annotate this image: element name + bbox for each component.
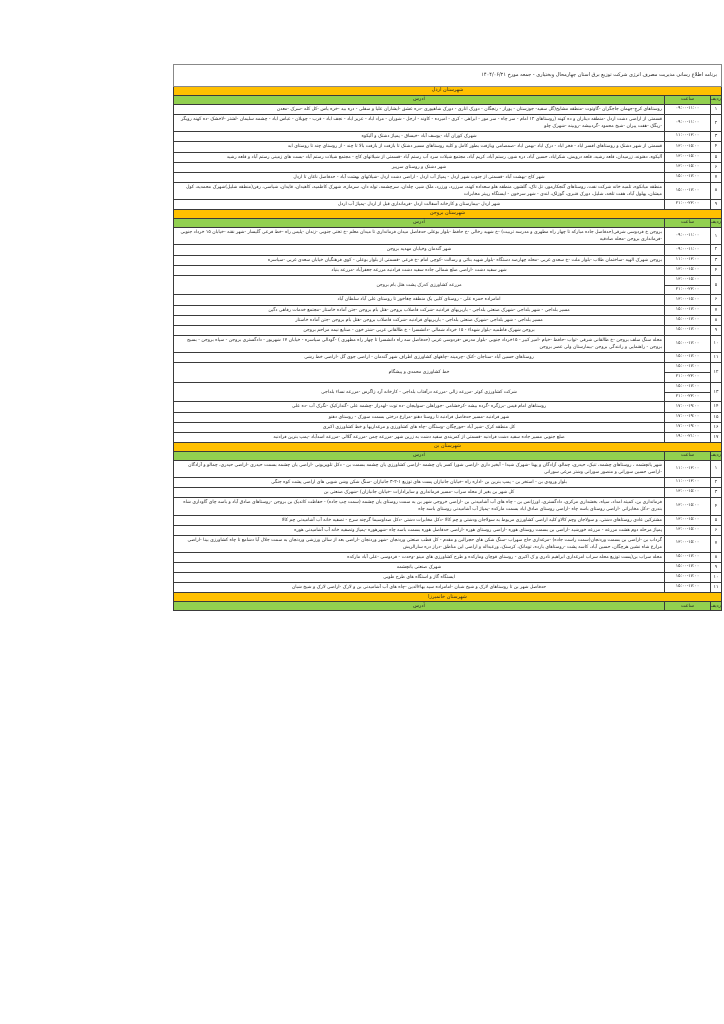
table-row xyxy=(174,498,722,515)
row-time: ۱۳:۰۰-۱۵:۰۰ xyxy=(665,142,711,152)
row-address: حدفاصل شهر بن تا روستاهای لارک و شیخ شبان -امامزاده سید بهاءالدین -چاه های آب آشامیدنی بن و لارک -اراضی لارک و شیخ شبان xyxy=(174,583,665,593)
county-header-row xyxy=(174,87,722,96)
row-address: مسیر بلداجی - شهر بلداجی -شهرک صنعتی بلداجی - باربریهای فرادنبه -شرکت فاضلاب بروجن -هتل بام بروجن -جتن آماده خاستار xyxy=(174,315,665,325)
table-row xyxy=(174,563,722,573)
row-index: ۱۱ xyxy=(711,353,722,363)
row-address: شرکت کشاورزی کوثر -مزرعه زالی -مزرعه درآفتاب بلداجی - کارخانه آرد زاگرس -مزرعه نساء بلداجی xyxy=(174,382,665,402)
table-row xyxy=(174,275,722,285)
row-address: امامزاده حمزه علی - روستای کلیی یک منطقه چغاخور تا روستای علی آباد سلطان آباد xyxy=(174,295,665,305)
row-index: ۹ xyxy=(711,325,722,335)
table-row xyxy=(174,152,722,162)
row-time: ۱۱:۰۰-۱۳:۰۰ xyxy=(665,255,711,265)
row-time: ۱۵:۰۰-۱۷:۰۰ xyxy=(665,563,711,573)
column-header-row xyxy=(174,602,722,611)
table-row xyxy=(174,182,722,199)
title-row xyxy=(174,65,722,87)
row-time: ۱۱:۰۰-۱۳:۰۰ xyxy=(665,460,711,477)
table-row xyxy=(174,515,722,525)
row-address: کل منطقه کرک -شیر آباد -حورچگان -وستگان -چاه های کشاورزی و مرغداریها و خط کشاورزی اکبری xyxy=(174,422,665,432)
row-time: ۲۱:۰۰-۲۳:۰۰ xyxy=(665,285,711,295)
row-address: شهرک کوران آباد -یوسف آباد -خیساق - پمپاژ دشتک و آلیکوه xyxy=(174,132,665,142)
row-address: فرمانداری بن، کمیته امداد، سپاه، بخشداری مرکزی، دادگستری، اورژانس بن - چاه های آب آشامیدنی بن -اراضی خروجی شهر بن به سمت روستای یان چشمه (سمت چپ جاده) - حفاظت کاتدیک بن بروجن -روستاهای صادق آباد و باسه چای گاوداری شاه بندری -دکل مخابراتی -اراضی روستای باسه چاه -اراضی روستای صادق اباد بسمت مارکده -پمپاژ آب آشامیدنی روستای باسه چاه xyxy=(174,498,665,515)
row-address: پمپاژ مرحله دوم هشت مزرعه - مزرعه خورشید -اراضی بن بسمت روستای هوره -اراضی روستای هوره -اراضی حدفاصل هوره بسمت باسه چاه -شهرهوره -پمپاژ وتصفیه خانه آب آشامیدنی هوره xyxy=(174,525,665,535)
row-index: ۸ xyxy=(711,553,722,563)
row-time: ۱۵:۰۰-۱۷:۰۰ xyxy=(665,353,711,363)
row-time: ۱۱:۰۰-۱۳:۰۰ xyxy=(665,132,711,142)
column-header-row xyxy=(174,219,722,228)
column-header-address: آدرس xyxy=(174,219,665,228)
row-time: ۱۵:۰۰-۱۷:۰۰ xyxy=(665,382,711,392)
row-time: ۰۹:۰۰-۱۱:۰۰ xyxy=(665,105,711,115)
table-row xyxy=(174,162,722,172)
row-time: ۱۷:۰۰-۱۹:۰۰ xyxy=(665,412,711,422)
row-time: ۰۹:۰۰-۱۱:۰۰ xyxy=(665,228,711,245)
row-index: ۱۳ xyxy=(711,382,722,402)
table-row xyxy=(174,115,722,132)
table-row xyxy=(174,245,722,255)
column-header-index: ردیف xyxy=(711,96,722,105)
table-row xyxy=(174,255,722,265)
row-index: ۷ xyxy=(711,172,722,182)
table-row xyxy=(174,535,722,552)
table-row xyxy=(174,295,722,305)
county-header-row xyxy=(174,210,722,219)
row-address: شهر اردل -بیمارستان و کارخانه آسفالت اردل -فرمانداری قبل از اردل -پمپاژ آب اردل xyxy=(174,200,665,210)
row-address: آلیکوه، دهنونه، زرمیدان، قلعه رشید، قلعه درویش، شکراباد، حسین آباد، دره شور، رستم آباد، کریم آباد، مجتمع شیلات سرد آب رستم آباد -قسمتی از شیلاتهای کاج - مجتمع شیلات رستم آباد -بست های زمینی رستم آباد و قلعه رشید xyxy=(174,152,665,162)
row-time: ۱۳:۰۰-۱۵:۰۰ xyxy=(665,535,711,552)
table-row xyxy=(174,305,722,315)
row-address: شهر دشتک و روستای سرپیر xyxy=(174,162,665,172)
row-address: منطقه میانکوه، تلمبه خانه شرکت نفت، روستاهای گنجکارمور، تل تاک، گلشور، منطقه هلو سعداده کهنه، سرزرد، ورزرد، ملک شیر، چلدان، سرچشمه، توله دان، سرمازه، شهرک کاظمیه، کاهیدان، قایدان، شیاسی، رفن(منطقه شلیل)شهرک محمدیه، کول میشان، پهلول آباد، هفت تلخه، شلیل، دورک قنبری، گوزلک، لندی - شهر سرخون - ایستگاه رپیتر مخابرات xyxy=(174,182,665,199)
row-index: ۱ xyxy=(711,460,722,477)
row-index: ۵ xyxy=(711,275,722,295)
row-address: ضلع جنوبی مسیر جاده سفید دشت فرادنبه -قسمتی از کمربندی سفید دشت به زرین شهر -مزرعه چمن -مزرعه گلالی -مزرعه اسدآباد -پمپ بنزین فرادنبه xyxy=(174,432,665,442)
row-index: ۱ xyxy=(711,228,722,245)
county-name: شهرستان بروجن xyxy=(174,210,722,219)
outage-schedule-table xyxy=(173,64,722,611)
row-time: ۱۵:۰۰-۱۷:۰۰ xyxy=(665,363,711,373)
column-header-time: ساعت xyxy=(665,219,711,228)
row-index: ۴ xyxy=(711,498,722,515)
row-address: مسیر بلداجی - شهر بلداجی -شهرک صنعتی بلداجی - باربریهای فرادنبه -شرکت فاضلاب بروجن -هتل بام بروجن -جتن آماده خاستار -مجتمع خدمات رفاهی دگین xyxy=(174,305,665,315)
row-index: ۶ xyxy=(711,295,722,305)
row-address: روستاهای حسین آباد -سناجان -کتک -چرمینه -چاههای کشاورزی اطراف شهر گندمان - اراضی جوی گل -اراضی خط رشی xyxy=(174,353,665,363)
row-time: ۱۷:۰۰-۱۹:۰۰ xyxy=(665,422,711,432)
row-index: ۵ xyxy=(711,515,722,525)
row-index: ۵ xyxy=(711,152,722,162)
row-index: ۳ xyxy=(711,255,722,265)
column-header-address: آدرس xyxy=(174,451,665,460)
column-header-index: ردیف xyxy=(711,219,722,228)
table-row xyxy=(174,382,722,392)
row-time: ۲۱:۰۰-۲۳:۰۰ xyxy=(665,200,711,210)
row-time: ۰۹:۰۰-۱۱:۰۰ xyxy=(665,245,711,255)
county-header-row xyxy=(174,593,722,602)
row-time: ۱۳:۰۰-۱۵:۰۰ xyxy=(665,162,711,172)
row-time: ۱۵:۰۰-۱۷:۰۰ xyxy=(665,305,711,315)
row-index: ۶ xyxy=(711,525,722,535)
column-header-address: آدرس xyxy=(174,96,665,105)
row-time: ۲۱:۰۰-۲۳:۰۰ xyxy=(665,392,711,402)
row-index: ۴ xyxy=(711,142,722,152)
row-time: ۱۱:۰۰-۱۳:۰۰ xyxy=(665,478,711,488)
row-index: ۱۲ xyxy=(711,363,722,383)
row-time: ۱۳:۰۰-۱۵:۰۰ xyxy=(665,152,711,162)
row-address: قسمتی از شهر دشتک و روستاهای افسر اباد - فخر اباد - درک اباد -بهمن اباد -صمصامی وبازفت بطور کامل و کلیه روستاهای مسیر دشتک تا بازفت از بازفت بالا تا چند - از روستای چند تا روستای ابد xyxy=(174,142,665,152)
row-time: ۱۵:۰۰-۱۷:۰۰ xyxy=(665,553,711,563)
table-row xyxy=(174,573,722,583)
table-row xyxy=(174,142,722,152)
row-index: ۷ xyxy=(711,535,722,552)
county-header-row xyxy=(174,442,722,451)
row-time: ۱۳:۰۰-۱۵:۰۰ xyxy=(665,498,711,515)
row-time: ۱۵:۰۰-۱۷:۰۰ xyxy=(665,573,711,583)
row-index: ۲ xyxy=(711,478,722,488)
column-header-address: آدرس xyxy=(174,602,665,611)
table-row xyxy=(174,325,722,335)
row-address: گرداب بن -اراضی بن بسمت وردنجان(سمت راست جاده) -مرغداری حاج سهراب -سنگ شکن های حجرالبن و مقدم - کل قطب صنعتی وردنجان -شهر وردنجان -اراضی بعد از سالن ورزشی وردنجان به سمت جلال آبا دشامع تا چاه کشاورزی بینا -اراضی مزارع شاه نشین هرچگان، حسین آباد، کاسه پشت -روستاهای بارده، تومانک، کرسنک، ورعبداله و اراضی این مناطق -دراز دره سارالریش xyxy=(174,535,665,552)
row-address: بروجن شهرک الهیه -ساختمان طلاب -بلوار ملت -خ سعدی غربی -محله چهارصد دستگاه -بلوار شهید بنائی و رسالت -کوچی امام -خ فرعی -قسمتی از بلوار بوعلی - کوی فرهنگیان خیابان سعدی غربی -سیاسره xyxy=(174,255,665,265)
row-time: ۱۷:۰۰-۱۹:۰۰ xyxy=(665,402,711,412)
row-address: ایستگاه گاز و استگاه های طرح طوبی xyxy=(174,573,665,583)
table-row xyxy=(174,353,722,363)
row-time: ۱۵:۰۰-۱۷:۰۰ xyxy=(665,172,711,182)
row-address: خط کشاورزی محمدی و پیشگام xyxy=(174,363,665,383)
row-address: محله سراب بن(پست توزیع محله سراب امرغداری ابراهیم نادری و ک اکبری - روستای قوچان ومارکده و طرح کشاورزی های مینو -وحدت - فردوسی -علی آباد مارکده xyxy=(174,553,665,563)
row-time: ۱۳:۰۰-۱۵:۰۰ xyxy=(665,275,711,285)
table-row xyxy=(174,172,722,182)
table-row xyxy=(174,315,722,325)
row-time: ۱۵:۰۰-۱۷:۰۰ xyxy=(665,182,711,199)
row-address: روستاهای کرچ-جهمان جاجگران -گاوتوت -منطقه مشایخ(گل سفید- جوزستان - پوراز - رنجگان - دورک اناری - دورک شاهپوری -دره عشق -ایشاران علیا و سفلی - دره بید -خره یاس -کل کله -سرک -معدن xyxy=(174,105,665,115)
column-header-index: ردیف xyxy=(711,602,722,611)
row-index: ۱۶ xyxy=(711,422,722,432)
row-address: محله سنگ سلف بروجن -خ طالقانی شرقی -ثواب -حافظ -خیام -امیر کبیر - ۱۵خرداد جنوبی -بلوار مدرس -فردوسی غربی (حدفاصل سه راه دانشسرا تا چهار راه مطهری ) -گودالی سیاسره - خیابان ۱۷ شهریور - دادگستری بروجن - سپاه بروجن - بسیج بروجن - راهنمایی و رانندگی بروجن -بیمارستان ولی عصر بروجن xyxy=(174,335,665,352)
column-header-row xyxy=(174,451,722,460)
column-header-row xyxy=(174,96,722,105)
table-row xyxy=(174,583,722,593)
row-index: ۱۰ xyxy=(711,573,722,583)
row-index: ۲ xyxy=(711,245,722,255)
county-name: شهرستان خانمیرزا xyxy=(174,593,722,602)
row-address: مشترکین عادی روستاهای دشتی، و سولاجان وچم کالاو کلیه اراضی کشاورزی مربوط به سولاجان ودشتی و چم کالا -دکل مخابرات دشتی -دکل صداوسیما گرچنه سرخ - تصفیه خانه آب آشامیدنی چم کالا xyxy=(174,515,665,525)
table-row xyxy=(174,265,722,275)
row-index: ۷ xyxy=(711,305,722,315)
row-time: ۱۵:۰۰-۱۷:۰۰ xyxy=(665,335,711,352)
row-address: مزرعه کشاورزی کدرک پشت هتل بام بروجن xyxy=(174,275,665,295)
row-index: ۱۷ xyxy=(711,432,722,442)
row-address: شهرک صنعتی یانچشمه xyxy=(174,563,665,573)
row-time: ۱۳:۰۰-۱۵:۰۰ xyxy=(665,515,711,525)
column-header-time: ساعت xyxy=(665,96,711,105)
row-time: ۲۱:۰۰-۲۳:۰۰ xyxy=(665,373,711,383)
table-row xyxy=(174,422,722,432)
column-header-time: ساعت xyxy=(665,602,711,611)
row-index: ۴ xyxy=(711,265,722,275)
row-address: شهر یانچشمه ، روستاهای چشمه، تنبک، حیدری، چمالو، آزادگان و پهنا -شهرک شیدا - آبخیز داری -اراضی شورا کسر یان چشمه -اراضی کشاورزی یان چشمه بسمت بن - دکل تلویزیونی -اراضی یان چشمه بسمت حیدری -اراضی حیدری، چمالو و آزادگان -اراضی حسین سورانی و منصور سورانی وشتر مرغی سورانی xyxy=(174,460,665,477)
row-address: روستاهای امام قیس -برزگره -گرده بیشه -کرخشامی -جوراهلن -سولیجان -ده توت -لهدراز -چشمه علی -گندارکیک -نگرک آب -ده علی xyxy=(174,402,665,412)
column-header-index: ردیف xyxy=(711,451,722,460)
row-index: ۱۵ xyxy=(711,412,722,422)
row-address: بلوار ورودی بن - استخر بن - پمپ بنزین بن -اداره راه -خیابان جانبازان پست های توزیع ۱-۲-۳ جانبازان -سنگ شکن وشن شویی های اراضی پشت کوه جنگی xyxy=(174,478,665,488)
row-index: ۳ xyxy=(711,132,722,142)
row-time: ۱۳:۰۰-۱۵:۰۰ xyxy=(665,525,711,535)
column-header-time: ساعت xyxy=(665,451,711,460)
table-row xyxy=(174,488,722,498)
table-row xyxy=(174,525,722,535)
row-address: کل شهر بن بغیر از محله سراب -مسیر فرمانداری و سایرادارات -خیابان جانبازان) -شهرک صنعتی بن xyxy=(174,488,665,498)
row-address: شهر فرادنبه -مسیر حدفاصل فرادنبه تا روستا دهنو -مزارع درختی بسمت سورک - روستای دهنو xyxy=(174,412,665,422)
row-address: شهر کاج -بهشت آباد -قسمتی از جنوب شهر اردل - پمپاژ آب اردل - اراضی دشت اردل -شیلاتهای بهشت آباد - حدفاصل ناغان تا اردل xyxy=(174,172,665,182)
row-index: ۹ xyxy=(711,563,722,573)
table-row xyxy=(174,132,722,142)
table-row xyxy=(174,335,722,352)
county-name: شهرستان بن xyxy=(174,442,722,451)
row-address: شهر سفید دشت -اراضی ضلع شمالی جاده سفید دشت فرادنبه مزرعه جعفرآباد -مزرعه بنیاد xyxy=(174,265,665,275)
county-name: شهرستان اردل xyxy=(174,87,722,96)
table-row xyxy=(174,412,722,422)
row-index: ۶ xyxy=(711,162,722,172)
row-address: شهر گندمان وخیابان مهدیه بروجن xyxy=(174,245,665,255)
row-address: بروجن خ فردوسی شرقی(حدفاصل جاده مبارکه تا چهار راه مطهری و مدرسه تربیت) -خ شهید رخالی -خ حافظ -بلوار بوعلی حدفاصل میدان فرمانداری تا میدان معلم -خ تختی جنوبی -زندان -پلیس راه -خط فرعی گلیسار -شهر نقنه -خیابان ۱۵ خرداد جنوبی -فرمانداری بروجن -محله صادقیه xyxy=(174,228,665,245)
row-index: ۸ xyxy=(711,315,722,325)
row-address: بروجن شهرک فاطمیه -بلوار شهداء - ۱۵ خرداد شمالی -دانشسرا - خ طالقانی غربی -شتر خون - صنایع نیمه مزاحم بروجن xyxy=(174,325,665,335)
table-row xyxy=(174,432,722,442)
table-row xyxy=(174,402,722,412)
table-row xyxy=(174,228,722,245)
row-index: ۱۰ xyxy=(711,335,722,352)
row-index: ۱۴ xyxy=(711,402,722,412)
row-time: ۱۵:۰۰-۱۷:۰۰ xyxy=(665,315,711,325)
row-time: ۱۳:۰۰-۱۵:۰۰ xyxy=(665,295,711,305)
row-address: قسمتی از اراضی دشت اردل -منطقه دیناران و ده کهنه (روستاهای ۱۲ امام - سر چاه - سر مور - ابراهی - کری - امیرده - کاوند - ارجل - شوران - مراد اباد - عزیز اباد - نجف اباد - قرب - چوبلان - عباس اباد - چشمه سلیمان -لشتر -لاخشک -ده کهنه رویگر -ریگک -هفت پیران -شیخ محمود -گردبیشه -روبینه -شهرک چلو xyxy=(174,115,665,132)
row-index: ۹ xyxy=(711,200,722,210)
row-index: ۸ xyxy=(711,182,722,199)
row-index: ۲ xyxy=(711,115,722,132)
row-time: ۱۳:۰۰-۱۵:۰۰ xyxy=(665,265,711,275)
table-row xyxy=(174,460,722,477)
row-index: ۱۱ xyxy=(711,583,722,593)
row-time: ۱۳:۰۰-۱۵:۰۰ xyxy=(665,488,711,498)
table-row xyxy=(174,478,722,488)
row-index: ۱ xyxy=(711,105,722,115)
row-time: ۰۹:۰۰-۱۱:۰۰ xyxy=(665,115,711,132)
table-row xyxy=(174,553,722,563)
table-row xyxy=(174,105,722,115)
row-time: ۱۵:۰۰-۱۷:۰۰ xyxy=(665,583,711,593)
document-title: برنامه اطلاع رسانی مدیریت مصرف انرژی شرکت توزیع برق استان چهارمحال وبختیاری - جمعه مورخ ۱۴۰۴/۰۶/۲۱ xyxy=(174,65,722,87)
table-row xyxy=(174,363,722,373)
row-time: ۱۵:۰۰-۱۷:۰۰ xyxy=(665,325,711,335)
table-row xyxy=(174,200,722,210)
schedule-sheet xyxy=(173,64,722,611)
row-index: ۳ xyxy=(711,488,722,498)
row-time: ۱۹:۰۰-۲۱:۰۰ xyxy=(665,432,711,442)
